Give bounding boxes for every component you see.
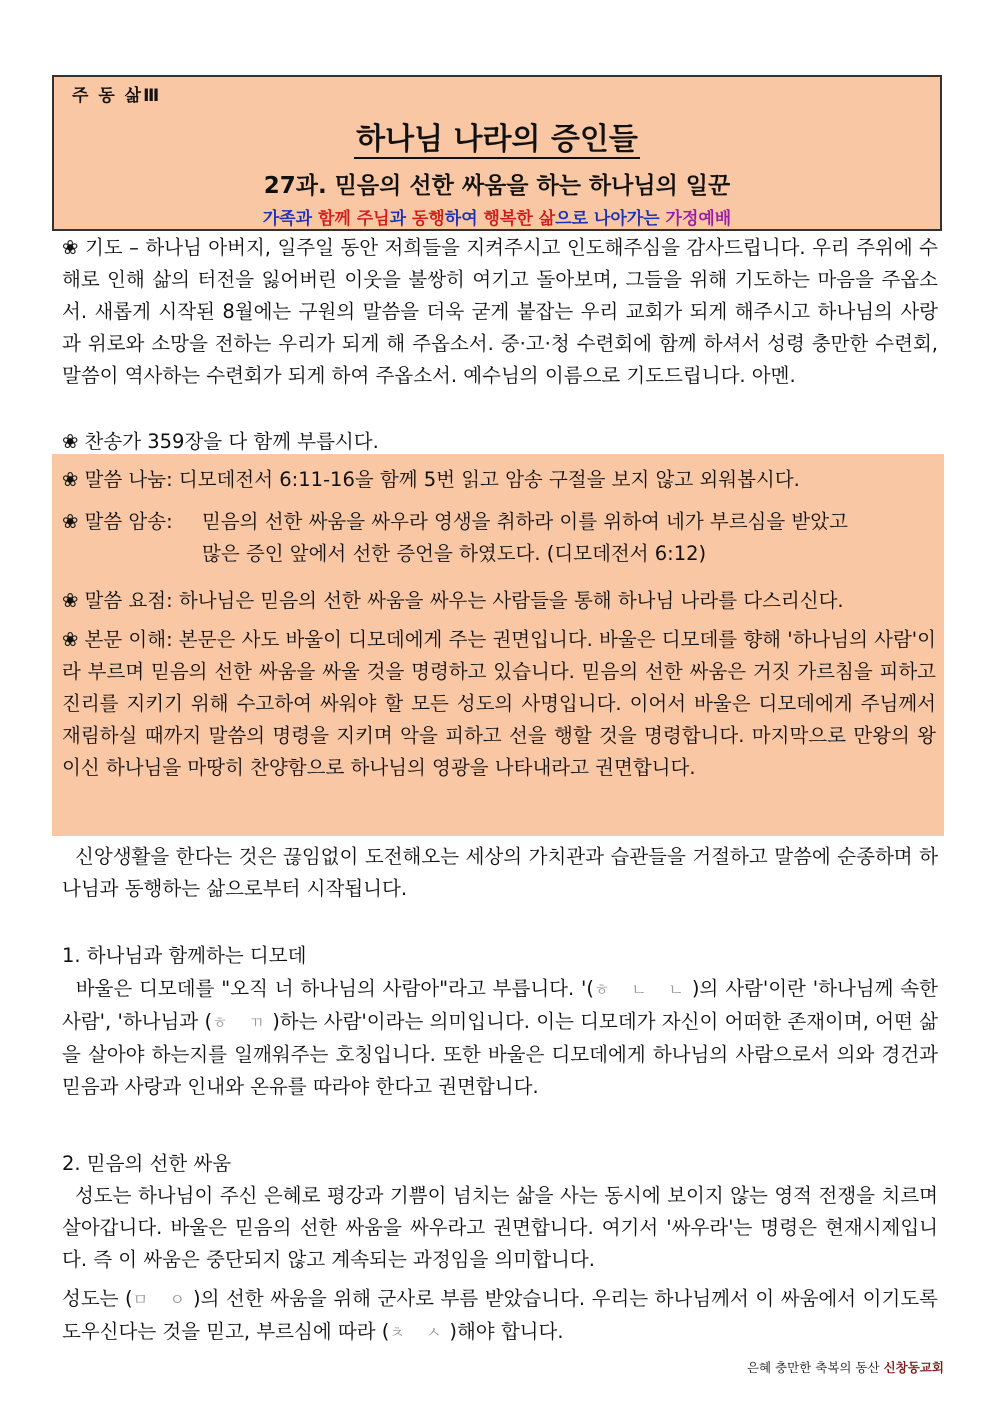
point-line: ❀ 말씀 요점: 하나님은 믿음의 선한 싸움을 싸우는 사람들을 통해 하나님 나라를 다스리신다.: [62, 589, 844, 612]
series-label: 주 동 삶Ⅲ: [72, 86, 162, 106]
text: 바울은 디모데를 "오직 너 하나님의 사람아"라고 부릅니다. '(: [62, 977, 595, 1000]
slogan-part: 함께: [317, 209, 351, 229]
slogan-part: 주님: [356, 209, 390, 229]
intro-paragraph: 신앙생활을 한다는 것은 끊임없이 도전해오는 세상의 가치관과 습관들을 거절하고 말씀에 순종하며 하나님과 동행하는 삶으로부터 시작됩니다.: [62, 845, 938, 900]
section-1-heading: 1. 하나님과 함께하는 디모데: [62, 944, 307, 967]
page-title: [54, 114, 940, 158]
fill-in-blank: ㅎ ㄴ ㄴ: [594, 980, 692, 999]
fill-in-blank: ㅎ ㄲ: [212, 1013, 273, 1032]
slogan-part: 동행: [411, 209, 445, 229]
footer-text: 은혜 충만한 축복의 동산: [746, 1360, 884, 1375]
memory-verse-line-2: 많은 증인 앞에서 선한 증언을 하였도다. (디모데전서 6:12): [202, 542, 707, 565]
sharing-line: ❀ 말씀 나눔: 디모데전서 6:11-16을 함께 5번 읽고 암송 구절을 보지 않고 외워봅시다.: [62, 468, 800, 491]
slogan-part: 가족과: [262, 209, 318, 229]
text: )하는 사람'이라는 의미입니다. 이는 디모데가 자신이 어떠한 존재이며, 어떤 삶을 살아야 하는지를 일깨워주는 호칭입니다. 또한 바울은 디모데에게 하나님의 사람으로서 의와 경건과 믿음과 사랑과 인내와 온유를 따라야 한다고 권면합니다.: [62, 1010, 938, 1098]
scripture-section: [52, 454, 944, 836]
fill-in-blank: ㅁ ㅇ: [132, 1290, 193, 1309]
section-2-paragraph: 성도는 하나님이 주신 은혜로 평강과 기쁨이 넘치는 삶을 사는 동시에 보이지 않는 영적 전쟁을 치르며 살아갑니다. 바울은 믿음의 선한 싸움을 싸우라고 권면합니다. 여기서 '싸우라'는 명령은 현재시제입니다. 즉 이 싸움은 중단되지 않고 계속되는 과정임을 의미합니다.: [62, 1184, 938, 1271]
slogan-part: 가정예배: [665, 209, 732, 229]
slogan-part: 과: [389, 209, 412, 229]
memory-label: ❀ 말씀 암송:: [62, 510, 173, 533]
hymn-line: ❀ 찬송가 359장을 다 함께 부릅시다.: [62, 430, 379, 453]
slogan-part: 하여: [444, 209, 484, 229]
fill-in-blank: ㅊ ㅅ: [389, 1323, 450, 1342]
header-box: [52, 75, 942, 231]
text: 성도는 (: [62, 1287, 133, 1310]
slogan-part: 으로 나아가는: [555, 209, 666, 229]
prayer-paragraph: ❀ 기도 – 하나님 아버지, 일주일 동안 저희들을 지켜주시고 인도해주심을 감사드립니다. 우리 주위에 수해로 인해 삶의 터전을 잃어버린 이웃을 불쌍히 여기고 돌아보며, 그들을 위해 기도하는 마음을 주옵소서. 새롭게 시작된 8월에는 구원의 말씀을 더욱 굳게 붙잡는 우리 교회가 되게 해주시고 하나님의 사랑과 위로와 소망을 전하는 우리가 되게 해 주옵소서. 중·고·청 수련회에 함께 하셔서 성령 충만한 수련회, 말씀이 역사하는 수련회가 되게 하여 주옵소서. 예수님의 이름으로 기도드립니다. 아멘.: [62, 236, 938, 387]
text: )해야 합니다.: [449, 1320, 564, 1343]
lesson-title: 27과. 믿음의 선한 싸움을 하는 하나님의 일꾼: [263, 173, 731, 199]
slogan-part: 행복한 삶: [483, 209, 556, 229]
text: )의 사람'이란 '하나님께 속한 사람', '하나님과 (: [62, 977, 938, 1033]
section-2-heading: 2. 믿음의 선한 싸움: [62, 1152, 232, 1175]
section-2-fill-paragraph: [62, 1283, 938, 1349]
memory-verse-line-1: 믿음의 선한 싸움을 싸우라 영생을 취하라 이를 위하여 네가 부르심을 받았고: [202, 510, 848, 533]
text: )의 선한 싸움을 위해 군사로 부름 받았습니다. 우리는 하나님께서 이 싸움에서 이기도록 도우신다는 것을 믿고, 부르심에 따라 (: [62, 1287, 938, 1343]
understanding-paragraph: ❀ 본문 이해: 본문은 사도 바울이 디모데에게 주는 권면입니다. 바울은 디모데를 향해 '하나님의 사람'이라 부르며 믿음의 선한 싸움을 싸울 것을 명령하고 있습니다. 믿음의 선한 싸움은 거짓 가르침을 피하고 진리를 지키기 위해 수고하여 싸워야 할 모든 성도의 사명입니다. 이어서 바울은 디모데에게 주님께서 재림하실 때까지 말씀의 명령을 지키며 악을 피하고 선을 행할 것을 명령합니다. 마지막으로 만왕의 왕이신 하나님을 마땅히 찬양함으로 하나님의 영광을 나타내라고 권면합니다.: [62, 628, 936, 779]
title-text: 하나님 나라의 증인들: [356, 122, 638, 157]
slogan: [54, 204, 940, 229]
section-1-paragraph: [62, 973, 938, 1103]
church-name: 신창동교회: [883, 1360, 944, 1375]
footer: [747, 1358, 944, 1376]
